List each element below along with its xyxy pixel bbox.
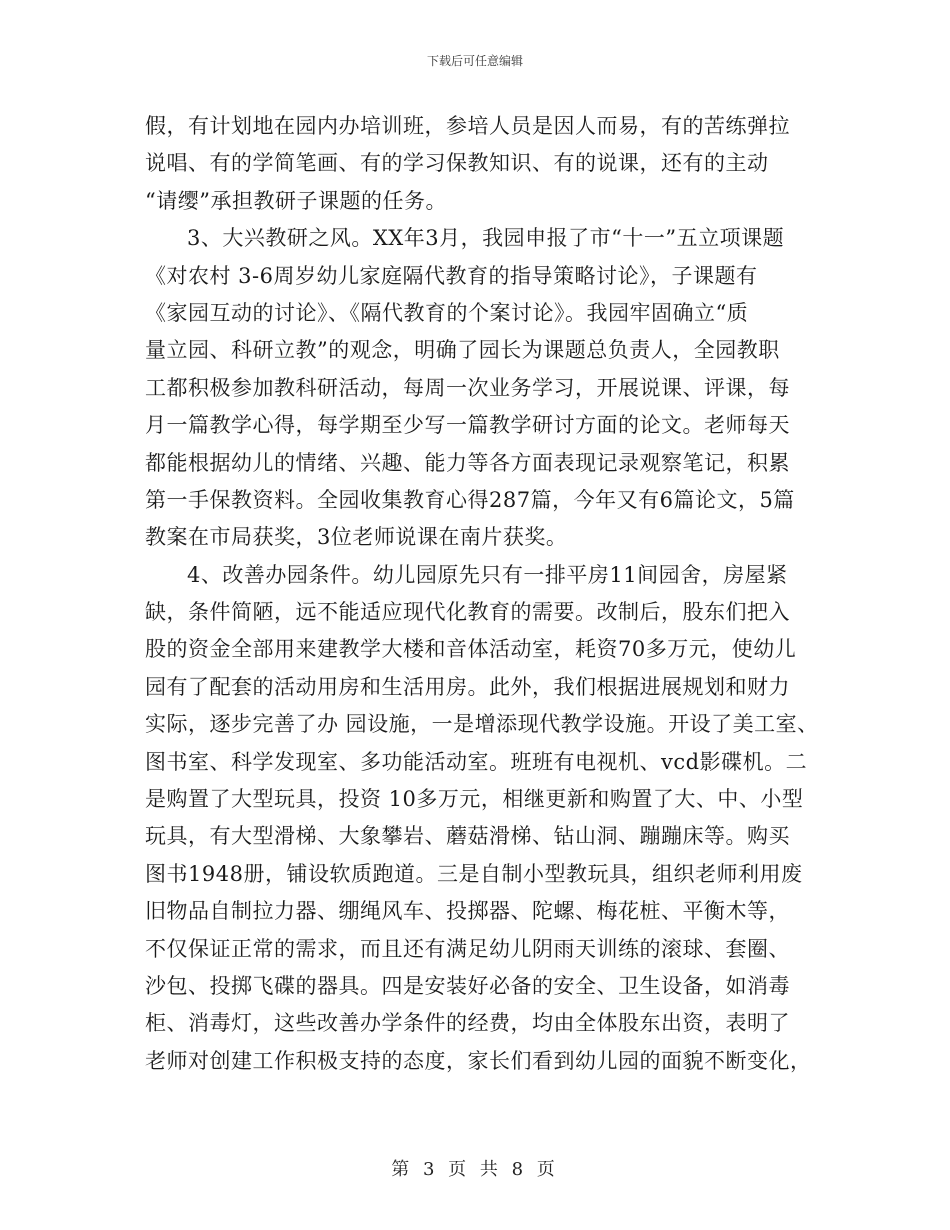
paragraph-start: 3、大兴教研之风。XX年3月，我园申报了市“十一”五立项课题 — [187, 226, 785, 251]
text-line: 不仅保证正常的需求，而且还有满足幼儿阴雨天训练的滚球、套圈、 — [145, 936, 790, 961]
text-line: 实际，逐步完善了办 园设施，一是增添现代教学设施。开设了美工室、 — [145, 712, 819, 737]
text-line: 工都积极参加教科研活动，每周一次业务学习，开展说课、评课，每 — [145, 375, 790, 400]
paragraph-start: 4、改善办园条件。幼儿园原先只有一排平房11间园舍，房屋紧 — [187, 562, 788, 587]
text-line: 柜、消毒灯，这些改善办学条件的经费，均由全体股东出资，表明了 — [145, 1011, 790, 1036]
text-line: 《对农村 3-6周岁幼儿家庭隔代教育的指导策略讨论》，子课题有 — [145, 263, 758, 288]
text-line: 园有了配套的活动用房和生活用房。此外，我们根据进展规划和财力 — [145, 674, 790, 699]
page-header: 下载后可任意编辑 — [426, 54, 523, 68]
document-body — [145, 108, 825, 1080]
text-line: 旧物品自制拉力器、绷绳风车、投掷器、陀螺、梅花桩、平衡木等， — [145, 899, 790, 924]
text-line: 《家园互动的讨论》、《隔代教育的个案讨论》。我园牢固确立“质 — [145, 300, 749, 325]
text-line: 都能根据幼儿的情绪、兴趣、能力等各方面表现记录观察笔记，积累 — [145, 450, 790, 475]
text-line: 第一手保教资料。全园收集教育心得287篇，今年又有6篇论文，5篇 — [145, 487, 795, 512]
text-line: 假，有计划地在园内办培训班，参培人员是因人而易，有的苦练弹拉 — [145, 114, 790, 138]
text-line: 老师对创建工作积极支持的态度，家长们看到幼儿园的面貌不断变化， — [145, 1048, 812, 1073]
text-line: 教案在市局获奖，3位老师说课在南片获奖。 — [145, 525, 568, 550]
text-line: 量立园、科研立教”的观念，明确了园长为课题总负责人，全园教职 — [145, 338, 780, 363]
text-line: 股的资金全部用来建教学大楼和音体活动室，耗资70多万元，使幼儿 — [145, 637, 797, 662]
text-line: 是购置了大型玩具，投资 10多万元，相继更新和购置了大、中、小型 — [145, 787, 804, 812]
text-line: 图书1948册，铺设软质跑道。三是自制小型教玩具，组织老师利用废 — [145, 861, 803, 886]
text-line: 玩具，有大型滑梯、大象攀岩、蘑菇滑梯、钻山洞、蹦蹦床等。购买 — [145, 824, 790, 849]
text-line: 月一篇教学心得，每学期至少写一篇教学研讨方面的论文。老师每天 — [145, 413, 790, 438]
page-number: 第 3 页 共 8 页 — [391, 1159, 559, 1180]
text-line: 沙包、投掷飞碟的器具。四是安装好必备的安全、卫生设备，如消毒 — [145, 973, 790, 998]
text-line: “请缨”承担教研子课题的任务。 — [145, 188, 447, 213]
text-line: 图书室、科学发现室、多功能活动室。班班有电视机、vcd影碟机。二 — [145, 749, 808, 774]
text-line: 说唱、有的学简笔画、有的学习保教知识、有的说课，还有的主动 — [145, 151, 769, 176]
text-line: 缺，条件简陋，远不能适应现代化教育的需要。改制后，股东们把入 — [145, 600, 790, 625]
